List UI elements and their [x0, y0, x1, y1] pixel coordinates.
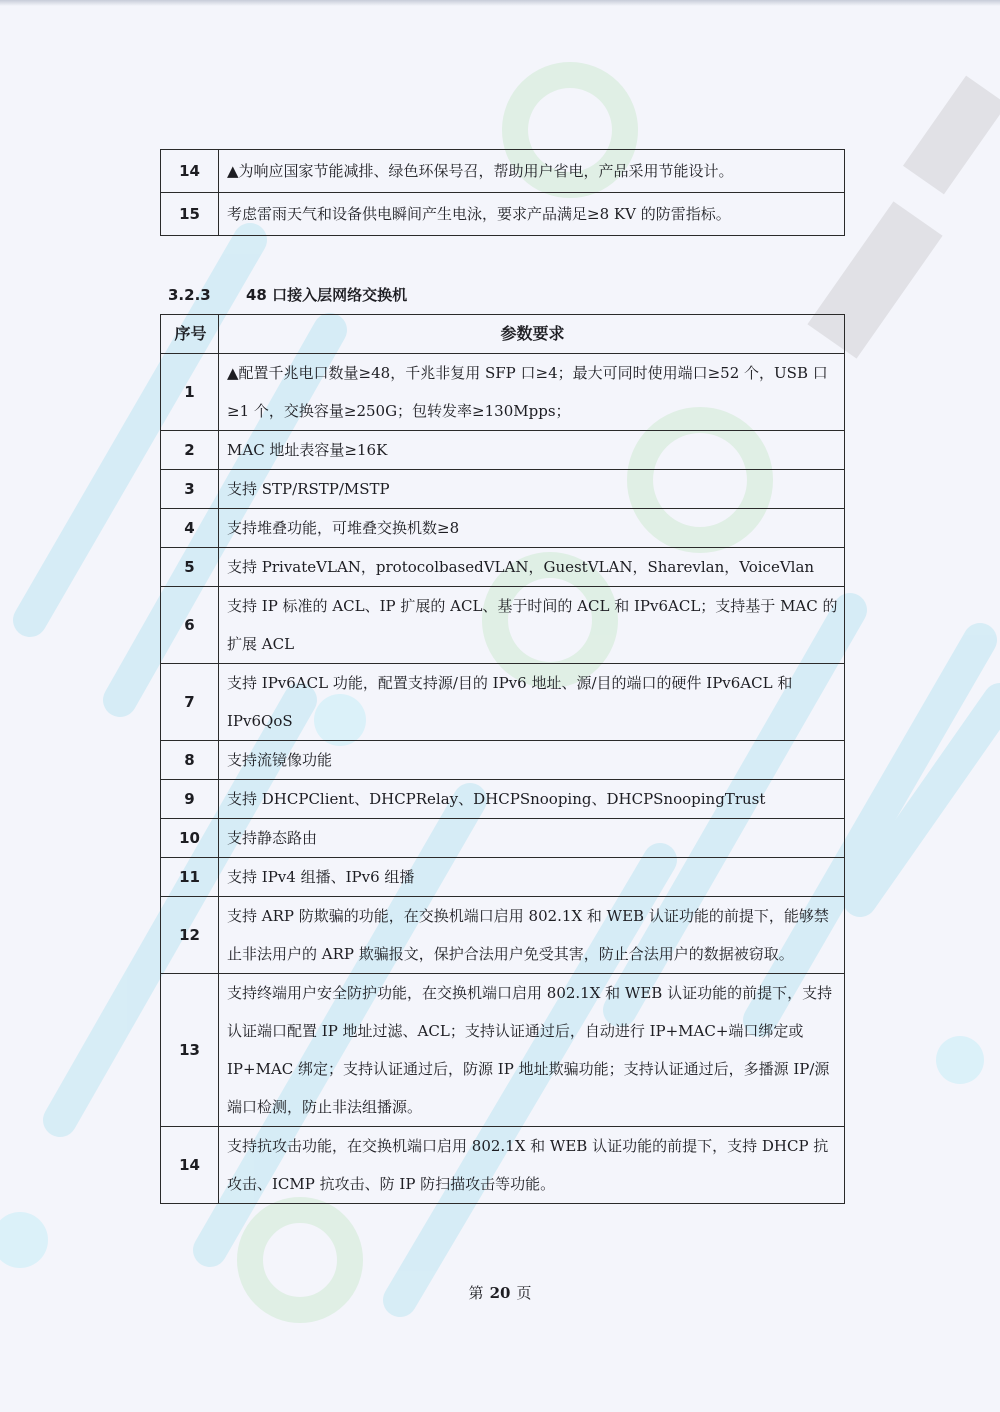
table-row — [161, 193, 845, 236]
table-row — [161, 1127, 845, 1204]
table-row — [161, 819, 845, 858]
section-number: 3.2.3 — [168, 286, 211, 304]
header-requirement: 参数要求 — [219, 315, 845, 354]
row-number: 10 — [161, 819, 219, 858]
row-requirement: ▲配置千兆电口数量≥48，千兆非复用 SFP 口≥4；最大可同时使用端口≥52 个，USB 口≥1 个，交换容量≥250G；包转发率≥130Mpps； — [219, 354, 845, 431]
row-number: 7 — [161, 664, 219, 741]
table-row — [161, 974, 845, 1127]
row-requirement: ▲为响应国家节能减排、绿色环保号召，帮助用户省电，产品采用节能设计。 — [219, 150, 845, 193]
table-row — [161, 509, 845, 548]
row-requirement: 支持 DHCPClient、DHCPRelay、DHCPSnooping、DHCPSnoopingTrust — [219, 780, 845, 819]
page-suffix: 页 — [516, 1284, 532, 1302]
row-number: 3 — [161, 470, 219, 509]
table-row — [161, 780, 845, 819]
row-requirement: 支持 ARP 防欺骗的功能，在交换机端口启用 802.1X 和 WEB 认证功能的前提下，能够禁止非法用户的 ARP 欺骗报文，保护合法用户免受其害，防止合法用户的数据被窃取。 — [219, 897, 845, 974]
row-requirement: 支持流镜像功能 — [219, 741, 845, 780]
table-row — [161, 587, 845, 664]
row-requirement: 支持堆叠功能，可堆叠交换机数≥8 — [219, 509, 845, 548]
row-number: 5 — [161, 548, 219, 587]
table-row — [161, 470, 845, 509]
row-number: 13 — [161, 974, 219, 1127]
row-requirement: 支持 STP/RSTP/MSTP — [219, 470, 845, 509]
row-requirement: 支持 IPv6ACL 功能，配置支持源/目的 IPv6 地址、源/目的端口的硬件 IPv6ACL 和 IPv6QoS — [219, 664, 845, 741]
table-row — [161, 548, 845, 587]
scan-edge — [0, 0, 1000, 6]
table-row — [161, 741, 845, 780]
row-number: 14 — [161, 150, 219, 193]
row-number: 4 — [161, 509, 219, 548]
row-requirement: 支持终端用户安全防护功能，在交换机端口启用 802.1X 和 WEB 认证功能的前提下，支持认证端口配置 IP 地址过滤、ACL；支持认证通过后，自动进行 IP+MAC+端口绑定或 IP+MAC 绑定；支持认证通过后，防源 IP 地址欺骗功能；支持认证通过后，多播源 IP/源端口检测，防止非法组播源。 — [219, 974, 845, 1127]
section-title: 48 口接入层网络交换机 — [246, 286, 408, 304]
section-heading — [168, 284, 407, 305]
row-number: 1 — [161, 354, 219, 431]
row-requirement: 支持 IPv4 组播、IPv6 组播 — [219, 858, 845, 897]
table-header-row — [161, 315, 845, 354]
row-number: 9 — [161, 780, 219, 819]
row-number: 12 — [161, 897, 219, 974]
table-row — [161, 664, 845, 741]
page-number — [0, 1282, 1000, 1303]
page-prefix: 第 — [468, 1284, 484, 1302]
row-requirement: 支持抗攻击功能，在交换机端口启用 802.1X 和 WEB 认证功能的前提下，支持 DHCP 抗攻击、ICMP 抗攻击、防 IP 防扫描攻击等功能。 — [219, 1127, 845, 1204]
row-number: 15 — [161, 193, 219, 236]
table-row — [161, 354, 845, 431]
row-number: 8 — [161, 741, 219, 780]
row-number: 6 — [161, 587, 219, 664]
row-requirement: MAC 地址表容量≥16K — [219, 431, 845, 470]
table-row — [161, 858, 845, 897]
header-number: 序号 — [161, 315, 219, 354]
table-row — [161, 897, 845, 974]
row-requirement: 支持静态路由 — [219, 819, 845, 858]
switch-spec-table — [160, 314, 845, 1204]
row-requirement: 考虑雷雨天气和设备供电瞬间产生电泳，要求产品满足≥8 KV 的防雷指标。 — [219, 193, 845, 236]
page-value: 20 — [489, 1284, 511, 1302]
row-requirement: 支持 IP 标准的 ACL、IP 扩展的 ACL、基于时间的 ACL 和 IPv6ACL；支持基于 MAC 的扩展 ACL — [219, 587, 845, 664]
continued-spec-table — [160, 149, 845, 236]
row-requirement: 支持 PrivateVLAN，protocolbasedVLAN，GuestVLAN，Sharevlan，VoiceVlan — [219, 548, 845, 587]
table-row — [161, 150, 845, 193]
table-row — [161, 431, 845, 470]
row-number: 14 — [161, 1127, 219, 1204]
row-number: 2 — [161, 431, 219, 470]
row-number: 11 — [161, 858, 219, 897]
